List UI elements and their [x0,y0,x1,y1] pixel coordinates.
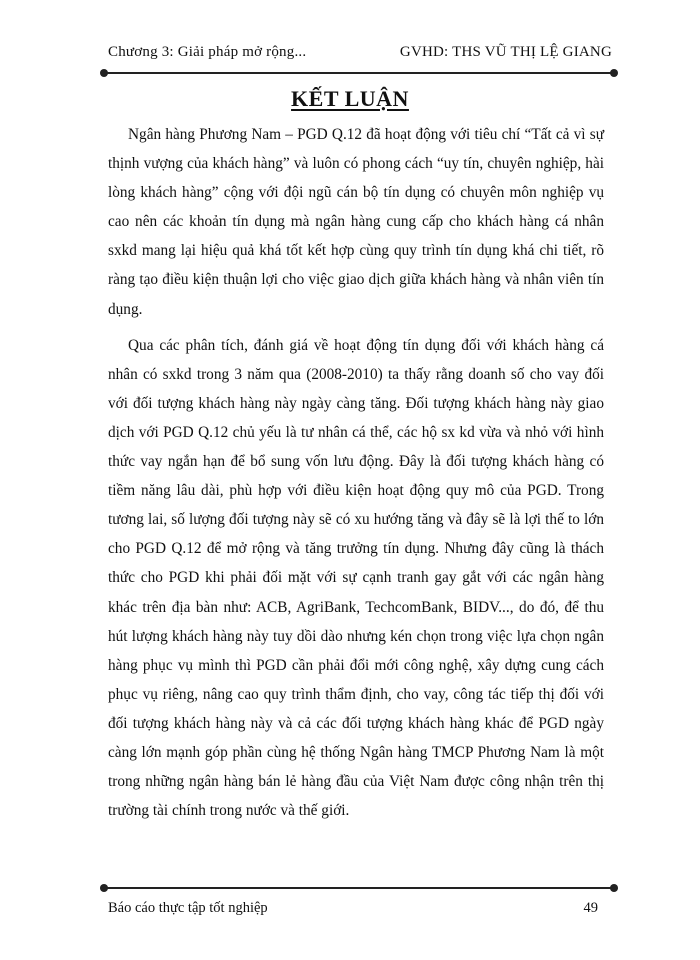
header-chapter-title: Chương 3: Giải pháp mở rộng... [108,44,307,60]
page-number: 49 [583,900,598,916]
header-divider [104,72,614,74]
paragraph-2: Qua các phân tích, đánh giá về hoạt động tín dụng đối với khách hàng cá nhân có sxkd trong 3 năm qua (2008-2010) ta thấy rằng doanh số cho vay đối với đối tượng khách hàng này ngày càng tăng. Đối tượng khách hàng này giao dịch với PGD Q.12 chủ yếu là tư nhân cá thể, các hộ sx kd vừa và nhỏ với hình thức vay ngắn hạn để bổ sung vốn lưu động. Đây là đối tượng khách hàng có tiềm năng lâu dài, phù hợp với điều kiện hoạt động quy mô của PGD. Trong tương lai, số lượng đối tượng này sẽ có xu hướng tăng và đây sẽ là lợi thế to lớn cho PGD Q.12 để mở rộng và tăng trưởng tín dụng. Nhưng đây cũng là thách thức cho PGD khi phải đối mặt với sự cạnh tranh gay gắt với các ngân hàng khác trên địa bàn như: ACB, AgriBank, TechcomBank, BIDV..., do đó, để thu hút lượng khách hàng này tuy dồi dào nhưng kén chọn trong việc lựa chọn ngân hàng phục vụ mình thì PGD cần phải đổi mới công nghệ, xây dựng cung cách phục vụ riêng, nâng cao quy trình thẩm định, cho vay, công tác tiếp thị đối với đối tượng khách hàng này và cả các đối tượng khách hàng khác để PGD ngày càng lớn mạnh góp phần cùng hệ thống Ngân hàng TMCP Phương Nam là một trong những ngân hàng bán lẻ hàng đầu của Việt Nam được công nhận trên thị trường tài chính trong nước và thế giới. [108,336,604,820]
header-supervisor: GVHD: THS VŨ THỊ LỆ GIANG [399,44,612,60]
footer-report-title: Báo cáo thực tập tốt nghiệp [108,900,268,916]
page-header [108,44,612,66]
footer-divider [104,887,614,889]
document-body [108,120,604,832]
page-title: KẾT LUẬN [291,86,409,111]
page-footer [108,900,598,917]
paragraph-1: Ngân hàng Phương Nam – PGD Q.12 đã hoạt động với tiêu chí “Tất cả vì sự thịnh vượng của khách hàng” và luôn có phong cách “uy tín, chuyên nghiệp, hài lòng khách hàng” cộng với đội ngũ cán bộ tín dụng có chuyên môn nghiệp vụ cao nên các khoản tín dụng mà ngân hàng cung cấp cho khách hàng cá nhân sxkd mang lại hiệu quả khá tốt kết hợp cùng quy trình tín dụng khá chi tiết, rõ ràng tạo điều kiện thuận lợi cho việc giao dịch giữa khách hàng và nhân viên tín dụng. [108,126,604,318]
